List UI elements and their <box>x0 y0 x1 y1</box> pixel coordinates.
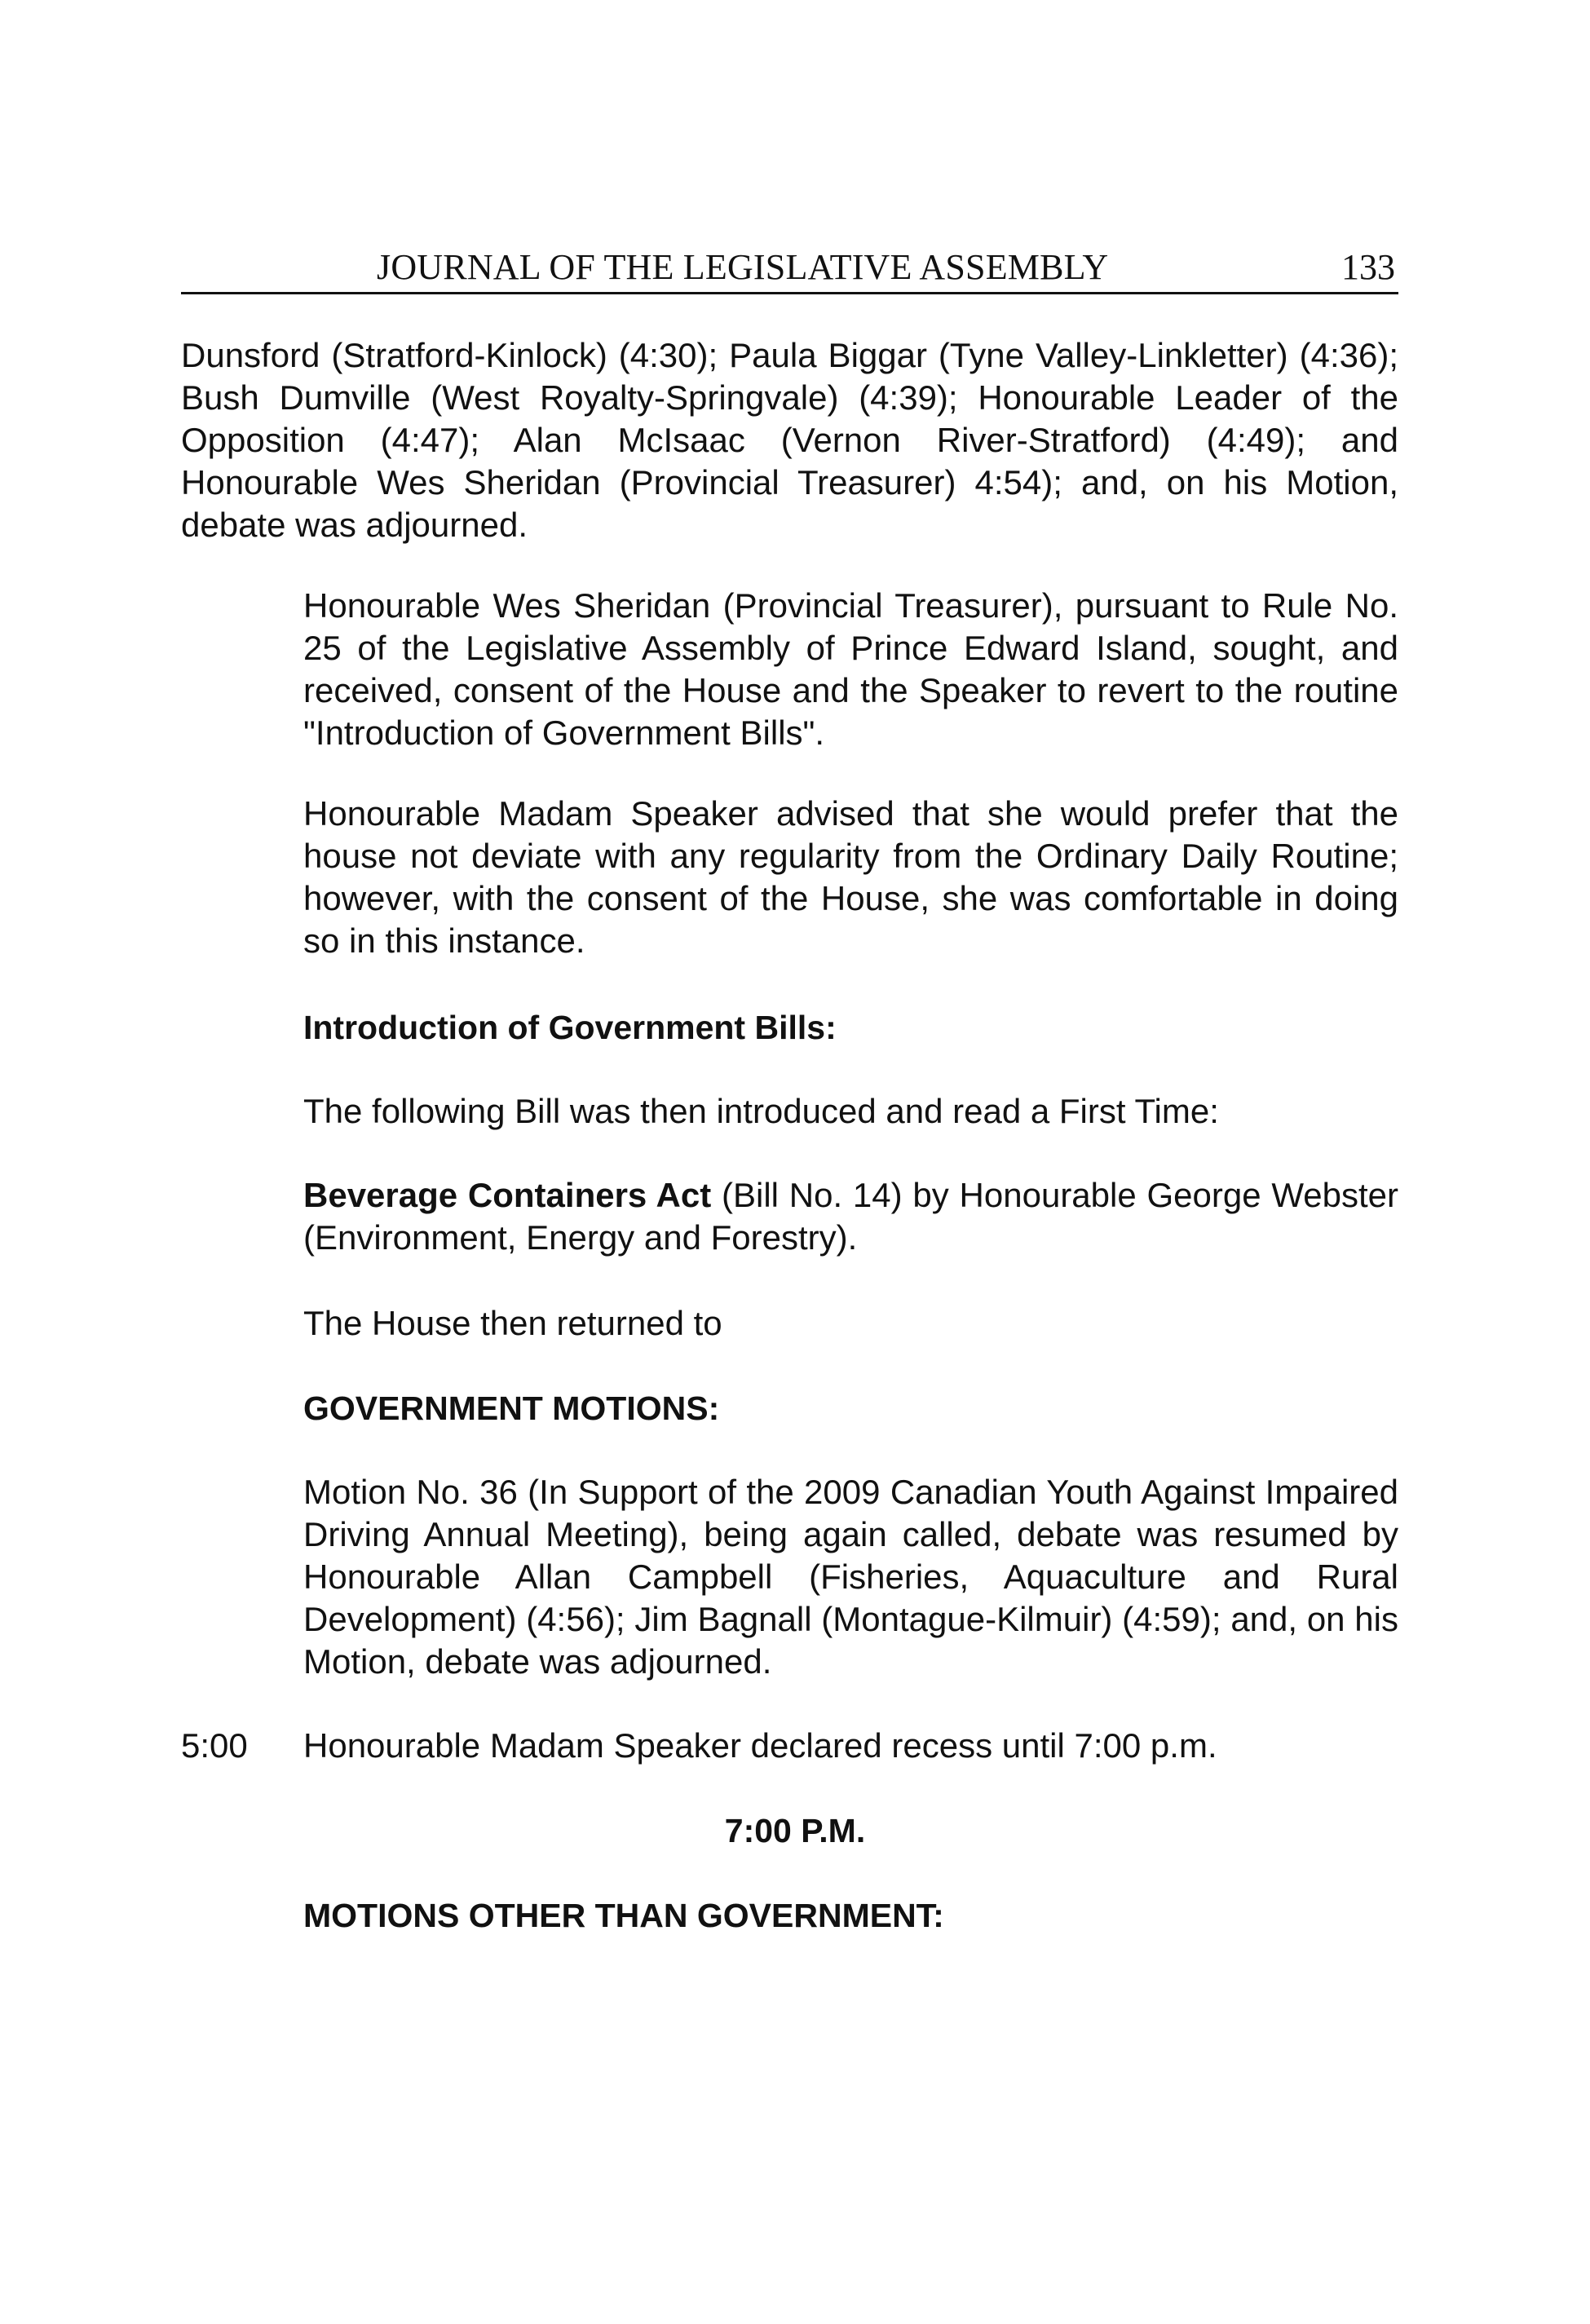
time-label: 5:00 <box>181 1726 248 1765</box>
paragraph-beverage-containers-act <box>303 1174 1398 1259</box>
page-number: 133 <box>1341 247 1395 287</box>
heading-introduction-of-government-bills: Introduction of Government Bills: <box>303 1009 837 1046</box>
journal-title: JOURNAL OF THE LEGISLATIVE ASSEMBLY <box>377 247 1109 287</box>
paragraph-house-returned: The House then returned to <box>303 1304 722 1342</box>
paragraph-motion-36: Motion No. 36 (In Support of the 2009 Canadian Youth Against Impaired Driving Annual Meeting), being again called, debate was resumed by Honourable Allan Campbell (Fisheries, Aquaculture and Rural Development) (4:56); Jim Bagnall (Montague-Kilmuir) (4:59); and, on his Motion, debate was adjourned. <box>303 1473 1398 1681</box>
paragraph-rule-25-consent: Honourable Wes Sheridan (Provincial Treasurer), pursuant to Rule No. 25 of the Legislative Assembly of Prince Edward Island, sought, and received, consent of the House and the Speaker to revert to the routine "Introduction of Government Bills". <box>303 586 1398 752</box>
bill-details: (Bill No. 14) by Honourable George Webster (Environment, Energy and Forestry). <box>303 1176 1398 1257</box>
page-header <box>181 241 1398 294</box>
heading-motions-other-than-government: MOTIONS OTHER THAN GOVERNMENT: <box>303 1897 944 1934</box>
paragraph-debate-speakers: Dunsford (Stratford-Kinlock) (4:30); Paula Biggar (Tyne Valley-Linkletter) (4:36); Bush Dumville (West Royalty-Springvale) (4:39); Honourable Leader of the Opposition (4:47); Alan McIsaac (Vernon River-Stratford) (4:49); and Honourable Wes Sheridan (Provincial Treasurer) 4:54); and, on his Motion, debate was adjourned. <box>181 336 1398 544</box>
paragraph-speaker-advice: Honourable Madam Speaker advised that she would prefer that the house not deviate with any regularity from the Ordinary Daily Routine; however, with the consent of the House, she was comfortable in doing so in this instance. <box>303 794 1398 960</box>
heading-evening-session: 7:00 P.M. <box>724 1812 866 1849</box>
bill-title: Beverage Containers Act <box>303 1176 712 1214</box>
paragraph-recess: Honourable Madam Speaker declared recess until 7:00 p.m. <box>303 1726 1217 1765</box>
paragraph-bill-introduced: The following Bill was then introduced and read a First Time: <box>303 1092 1219 1130</box>
heading-government-motions: GOVERNMENT MOTIONS: <box>303 1390 720 1427</box>
